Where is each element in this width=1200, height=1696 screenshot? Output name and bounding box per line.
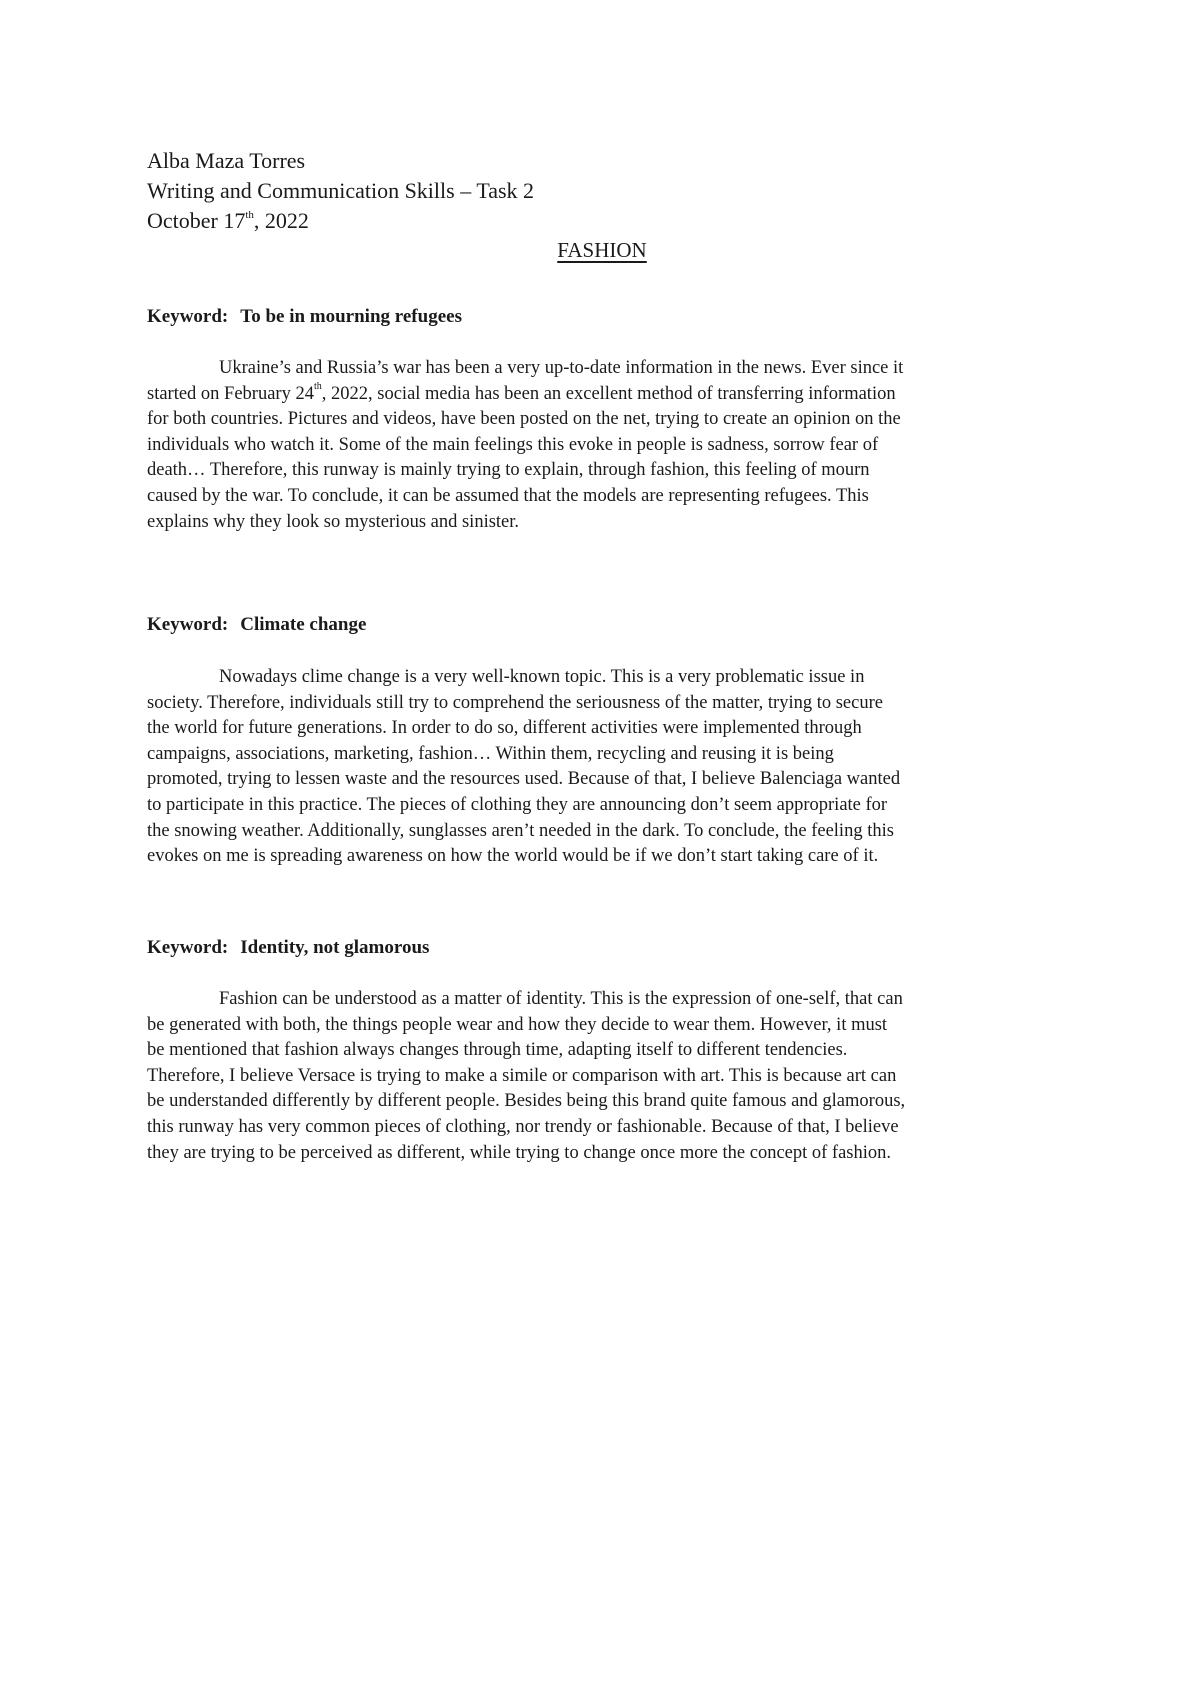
paragraph-line: caused by the war. To conclude, it can be assumed that the models are representing refugees. This <box>147 485 869 506</box>
document-header <box>147 146 1047 236</box>
paragraph-line: explains why they look so mysterious and sinister. <box>147 511 520 532</box>
paragraph-line: for both countries. Pictures and videos, have been posted on the net, trying to create an opinion on the <box>147 409 901 430</box>
paragraph-line: death… Therefore, this runway is mainly trying to explain, through fashion, this feeling of mourn <box>147 460 870 481</box>
paragraph-line: the snowing weather. Additionally, sunglasses aren’t needed in the dark. To conclude, the feeling this <box>147 820 894 841</box>
document-date <box>147 206 1047 236</box>
paragraph-line: be mentioned that fashion always changes through time, adapting itself to different tendencies. <box>147 1040 848 1061</box>
author-name: Alba Maza Torres <box>147 148 306 173</box>
line-superscript: th <box>313 381 322 393</box>
course-task: Writing and Communication Skills – Task 2 <box>147 178 535 203</box>
paragraph-line: the world for future generations. In order to do so, different activities were implemented through <box>147 718 862 739</box>
date-prefix: October 17 <box>147 208 246 233</box>
paragraph <box>147 665 1059 870</box>
date-suffix: , 2022 <box>253 208 309 233</box>
keyword-label: Keyword: <box>147 614 229 635</box>
keyword-value: Climate change <box>240 614 367 635</box>
paragraph-line: Fashion can be understood as a matter of identity. This is the expression of one-self, that can <box>219 989 903 1009</box>
section-climate-change <box>147 612 1059 870</box>
paragraph-line: Therefore, I believe Versace is trying to make a simile or comparison with art. This is because art can <box>147 1065 897 1086</box>
section-identity <box>147 935 1059 1166</box>
page-title: FASHION <box>557 238 647 262</box>
paragraph-line: they are trying to be perceived as different, while trying to change once more the concept of fashion. <box>147 1142 892 1163</box>
paragraph-line: be generated with both, the things people wear and how they decide to wear them. However, it must <box>147 1014 888 1035</box>
paragraph-line: society. Therefore, individuals still try to comprehend the seriousness of the matter, trying to secure <box>147 692 883 713</box>
paragraph-line: this runway has very common pieces of clothing, nor trendy or fashionable. Because of that, I believe <box>147 1116 899 1137</box>
keyword-heading <box>147 935 1059 961</box>
section-mourning-refugees <box>147 304 1059 535</box>
paragraph-line: individuals who watch it. Some of the main feelings this evoke in people is sadness, sorrow fear of <box>147 434 879 455</box>
line-text: , 2022, social media has been an excellent method of transferring information <box>321 383 896 404</box>
keyword-heading <box>147 612 1059 638</box>
paragraph-line: evokes on me is spreading awareness on how the world would be if we don’t start taking care of it. <box>147 846 879 867</box>
paragraph-line <box>147 382 1059 408</box>
keyword-value: To be in mourning refugees <box>240 306 462 327</box>
keyword-label: Keyword: <box>147 306 229 327</box>
keyword-value: Identity, not glamorous <box>240 937 430 958</box>
paragraph-line: promoted, trying to lessen waste and the resources used. Because of that, I believe Balenciaga wanted <box>147 769 901 790</box>
date-superscript: th <box>245 208 254 221</box>
line-text: started on February 24 <box>147 383 314 404</box>
keyword-heading <box>147 304 1059 330</box>
paragraph-line: be understanded differently by different people. Besides being this brand quite famous and glamorous, <box>147 1091 906 1112</box>
paragraph <box>147 356 1059 535</box>
paragraph-line: campaigns, associations, marketing, fashion… Within them, recycling and reusing it is being <box>147 743 834 764</box>
keyword-label: Keyword: <box>147 937 229 958</box>
paragraph-line: Nowadays clime change is a very well-known topic. This is a very problematic issue in <box>219 667 865 687</box>
paragraph <box>147 987 1059 1166</box>
paragraph-line: to participate in this practice. The pieces of clothing they are announcing don’t seem appropriate for <box>147 794 888 815</box>
paragraph-line: Ukraine’s and Russia’s war has been a very up-to-date information in the news. Ever since it <box>219 358 904 378</box>
